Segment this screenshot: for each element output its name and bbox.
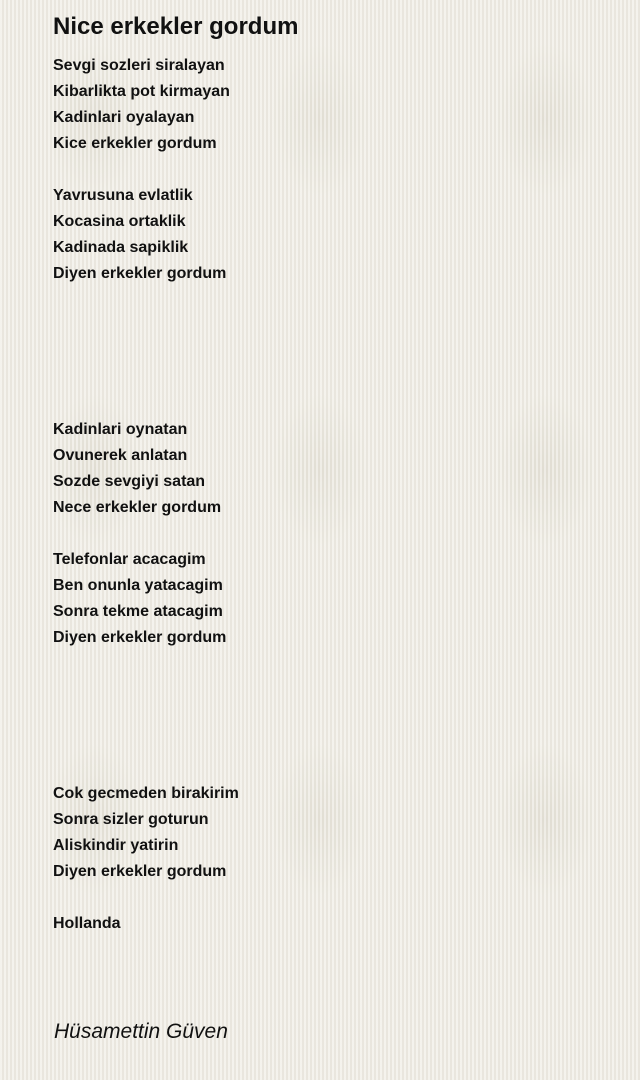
poem-line: Kocasina ortaklik [53, 213, 186, 230]
poem-author[interactable]: Hüsamettin Güven [54, 1020, 228, 1043]
stanza-gap [53, 651, 613, 781]
poem-line: Telefonlar acacagim [53, 551, 206, 568]
poem-line: Sevgi sozleri siralayan [53, 57, 225, 74]
stanza-gap [53, 885, 613, 911]
stanza [53, 911, 613, 937]
poem-line: Cok gecmeden birakirim [53, 785, 239, 802]
poem-line: Ovunerek anlatan [53, 447, 188, 464]
poem-line: Diyen erkekler gordum [53, 863, 227, 880]
poem-line: Kice erkekler gordum [53, 135, 217, 152]
poem-line: Kadinada sapiklik [53, 239, 189, 256]
stanza [53, 547, 613, 651]
stanza [53, 183, 613, 287]
poem-line: Diyen erkekler gordum [53, 265, 227, 282]
poem-title: Nice erkekler gordum [53, 13, 299, 40]
poem-line: Yavrusuna evlatlik [53, 187, 193, 204]
poem-line: Sonra tekme atacagim [53, 603, 223, 620]
poem-line: Sozde sevgiyi satan [53, 473, 206, 490]
poem-line: Nece erkekler gordum [53, 499, 222, 516]
stanza-gap [53, 157, 613, 183]
stanza-gap [53, 521, 613, 547]
poem-line: Kadinlari oyalayan [53, 109, 195, 126]
stanza [53, 781, 613, 885]
stanza [53, 417, 613, 521]
poem-body [53, 53, 613, 937]
poem-line: Sonra sizler goturun [53, 811, 209, 828]
poem-line: Kibarlikta pot kirmayan [53, 83, 230, 100]
stanza-gap [53, 287, 613, 417]
poem-line: Ben onunla yatacagim [53, 577, 223, 594]
stanza [53, 53, 613, 157]
poem-line: Kadinlari oynatan [53, 421, 188, 438]
poem-line: Aliskindir yatirin [53, 837, 179, 854]
poem-location: Hollanda [53, 915, 121, 932]
poem-line: Diyen erkekler gordum [53, 629, 227, 646]
